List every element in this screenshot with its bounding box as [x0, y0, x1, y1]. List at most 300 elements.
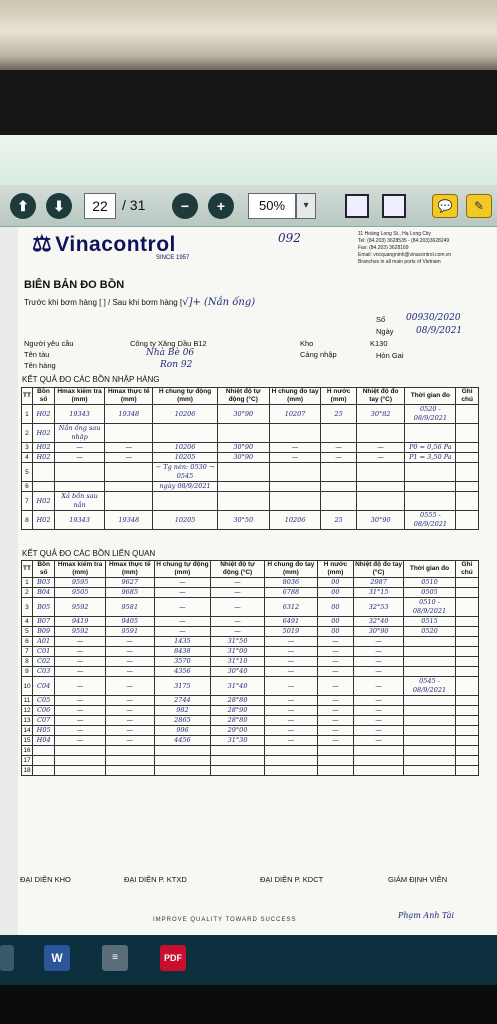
address-line: Branches in all main ports of Vietnam	[358, 259, 441, 265]
table-row	[22, 588, 479, 598]
table-cell	[456, 482, 479, 492]
table-cell: —	[154, 627, 211, 637]
fit-page-icon[interactable]	[345, 194, 369, 218]
table-cell: —	[264, 736, 317, 746]
table-header-row	[22, 561, 479, 578]
table-cell	[456, 405, 479, 424]
page-total: / 31	[122, 197, 146, 213]
table-cell	[211, 766, 265, 776]
table-cell: —	[356, 443, 405, 453]
table-cell	[153, 424, 217, 443]
table-cell: —	[317, 716, 353, 726]
table-cell: 00	[317, 578, 353, 588]
table-cell: 6788	[264, 588, 317, 598]
table-cell	[455, 617, 478, 627]
table-cell: —	[317, 696, 353, 706]
background-ceiling	[0, 0, 497, 70]
address-line: Fax: (84.203) 3628169	[358, 245, 409, 251]
table-cell	[455, 766, 478, 776]
table-cell: —	[264, 657, 317, 667]
table-cell: —	[317, 657, 353, 667]
table-cell: C03	[32, 667, 54, 677]
table-row	[22, 657, 479, 667]
table-cell: 9505	[55, 588, 106, 598]
table-cell: 18	[23, 767, 31, 774]
table-cell: 10207	[269, 405, 321, 424]
table-cell: 982	[154, 706, 211, 716]
table-cell	[154, 746, 211, 756]
port-value: Hòn Gai	[376, 351, 404, 360]
inspector-signature: Phạm Anh Tài	[398, 911, 455, 920]
table-cell: 9685	[105, 588, 154, 598]
scales-icon: ⚖	[32, 231, 53, 256]
table-cell	[269, 492, 321, 511]
requester-value: Công ty Xăng Dầu B12	[130, 339, 207, 348]
table-cell: 30°90	[217, 453, 269, 463]
pdf-page	[18, 227, 497, 935]
table-cell	[455, 598, 478, 617]
column-header: Thời gian đo	[405, 388, 456, 405]
table-cell: —	[55, 657, 106, 667]
table-row	[22, 756, 479, 766]
arrow-down-icon: ⬇	[53, 197, 65, 214]
table-cell: 1	[22, 578, 33, 588]
table-cell	[354, 746, 404, 756]
company-address	[358, 231, 497, 266]
column-header: H chung đo tay (mm)	[269, 388, 321, 405]
table-row	[22, 716, 479, 726]
table-cell: —	[354, 647, 404, 657]
table-cell: —	[354, 706, 404, 716]
table-cell: 14	[23, 727, 31, 734]
table-cell	[321, 482, 356, 492]
table-row	[22, 617, 479, 627]
table-cell: 8036	[264, 578, 317, 588]
arrow-up-icon: ⬆	[17, 197, 29, 214]
table-cell	[456, 443, 479, 453]
table-cell	[55, 766, 106, 776]
table-cell	[55, 482, 105, 492]
table-cell	[105, 424, 153, 443]
table-row	[22, 647, 479, 657]
table-cell	[404, 657, 456, 667]
table-cell	[356, 482, 405, 492]
sig-warehouse: ĐẠI DIỆN KHO	[20, 875, 71, 884]
column-header: Ghi chú	[455, 561, 478, 578]
table-cell: —	[264, 647, 317, 657]
table-cell: 2865	[154, 716, 211, 726]
column-header: Hmax kiểm tra (mm)	[55, 388, 105, 405]
table-cell	[55, 463, 105, 482]
table-cell: 15	[23, 737, 31, 744]
table-header-row	[22, 388, 479, 405]
minus-icon: −	[180, 198, 190, 214]
column-header: TT	[22, 388, 33, 405]
table-cell: —	[317, 677, 353, 696]
table-cell: —	[154, 578, 211, 588]
table-cell: 32°40	[354, 617, 404, 627]
table-cell: —	[264, 726, 317, 736]
table-cell	[404, 746, 456, 756]
table-cell: —	[211, 578, 265, 588]
table-cell	[317, 766, 353, 776]
table-cell: 00	[317, 627, 353, 637]
table-cell: 9	[22, 667, 33, 677]
table-cell	[317, 756, 353, 766]
table-cell: H02	[32, 492, 54, 511]
ship-label: Tên tàu	[24, 350, 50, 359]
table-cell: 30°50	[217, 511, 269, 530]
column-header: Thời gian đo	[404, 561, 456, 578]
table-cell: 16	[23, 747, 31, 754]
table-cell	[455, 726, 478, 736]
table-cell: —	[321, 453, 356, 463]
table-cell: 6	[22, 482, 33, 492]
table-cell: 31°30	[211, 736, 265, 746]
table-cell: —	[55, 443, 105, 453]
table-cell	[456, 453, 479, 463]
table-cell: 00	[317, 598, 353, 617]
comment-icon[interactable]: 💬	[432, 194, 458, 218]
table-cell	[269, 482, 321, 492]
table-cell	[32, 766, 54, 776]
table-cell: —	[154, 588, 211, 598]
table-cell: —	[354, 677, 404, 696]
app-taskbar-icon[interactable]: ≡	[102, 945, 128, 971]
table-cell: 17	[23, 757, 31, 764]
page-number-input[interactable]: 22	[84, 193, 116, 219]
table-cell	[456, 463, 479, 482]
table-cell	[405, 482, 456, 492]
table-cell: 2	[22, 588, 33, 598]
table-cell	[455, 696, 478, 706]
word-taskbar-icon[interactable]: W	[44, 945, 70, 971]
table-row	[22, 746, 479, 756]
table-cell: 19348	[105, 511, 153, 530]
table-cell: 4	[22, 617, 33, 627]
table-cell	[264, 766, 317, 776]
column-header: Hmax thực tế (mm)	[105, 388, 153, 405]
table-cell	[405, 492, 456, 511]
table-cell: ngày 08/9/2021	[153, 482, 217, 492]
table-cell	[32, 746, 54, 756]
table-cell: —	[264, 637, 317, 647]
zoom-dropdown-button[interactable]: ▾	[296, 193, 316, 219]
table-cell: 28°90	[211, 706, 265, 716]
column-header: H chung tự động (mm)	[153, 388, 217, 405]
table-cell: H05	[32, 726, 54, 736]
table-cell: 0510 - 08/9/2021	[404, 598, 456, 617]
column-header: Ghi chú	[456, 388, 479, 405]
table-cell	[455, 578, 478, 588]
table-cell	[405, 463, 456, 482]
column-header: Hmax thực tế (mm)	[105, 561, 154, 578]
related-tanks-table	[21, 560, 479, 776]
table-cell: —	[55, 736, 106, 746]
column-header: Hmax kiểm tra (mm)	[55, 561, 106, 578]
table-cell	[455, 716, 478, 726]
table-cell: 30°90	[217, 405, 269, 424]
table-cell	[105, 746, 154, 756]
table-row	[22, 405, 479, 424]
table-row	[22, 482, 479, 492]
table-cell: —	[105, 736, 154, 746]
table-cell: —	[211, 588, 265, 598]
table-cell: B09	[32, 627, 54, 637]
table-cell: 30°90	[356, 511, 405, 530]
table-cell: 2987	[354, 578, 404, 588]
ngay-value: 08/9/2021	[416, 326, 463, 336]
table-cell: —	[356, 453, 405, 463]
column-header: Bồn số	[32, 388, 54, 405]
column-header: Nhiệt độ đo tay (°C)	[356, 388, 405, 405]
table-cell: —	[105, 657, 154, 667]
table-cell: 10206	[153, 405, 217, 424]
zoom-in-button[interactable]	[208, 193, 234, 219]
pdf-viewer-window	[0, 135, 497, 935]
table-cell	[356, 424, 405, 443]
table-cell	[269, 463, 321, 482]
table-cell	[264, 746, 317, 756]
table-cell: A01	[32, 637, 54, 647]
table-cell	[32, 463, 54, 482]
table-row	[22, 443, 479, 453]
table-cell: —	[264, 677, 317, 696]
plus-icon: +	[216, 198, 226, 214]
table-cell: —	[264, 667, 317, 677]
table-cell: 31°40	[211, 677, 265, 696]
address-line: Email: vncquangninh@vinacontrol.com.vn	[358, 252, 452, 258]
table-cell	[455, 756, 478, 766]
table-cell: 7	[22, 647, 33, 657]
table-cell: H04	[32, 736, 54, 746]
table-cell: 00	[317, 588, 353, 598]
table-cell: 30°82	[356, 405, 405, 424]
table-cell: 3570	[154, 657, 211, 667]
table-cell: 0505	[404, 588, 456, 598]
table-cell: 3175	[154, 677, 211, 696]
table-cell: C07	[32, 716, 54, 726]
table-cell: 12	[23, 707, 31, 714]
logo-since: SINCE 1957	[156, 255, 190, 261]
table-cell: C02	[32, 657, 54, 667]
table-cell	[154, 766, 211, 776]
table-cell	[456, 424, 479, 443]
zoom-out-button[interactable]	[172, 193, 198, 219]
table-cell: —	[105, 706, 154, 716]
table-row	[22, 627, 479, 637]
import-tanks-table	[21, 387, 479, 530]
table-cell	[211, 746, 265, 756]
table-cell: 30°90	[354, 627, 404, 637]
table-cell: 0510	[404, 578, 456, 588]
table-row	[22, 578, 479, 588]
table-cell: 0545 - 08/9/2021	[404, 677, 456, 696]
table-cell: —	[105, 637, 154, 647]
table-cell	[354, 756, 404, 766]
table-cell: 11	[22, 696, 33, 706]
table-cell: 9419	[55, 617, 106, 627]
table-cell	[455, 706, 478, 716]
handwritten-doc-number: 092	[278, 231, 301, 245]
table-cell: —	[354, 696, 404, 706]
table-cell: —	[317, 726, 353, 736]
table-row	[22, 736, 479, 746]
table-cell: 29°00	[211, 726, 265, 736]
table-cell: 9627	[105, 578, 154, 588]
table-cell: —	[55, 647, 106, 657]
table-cell: C01	[32, 647, 54, 657]
table-cell: 10206	[153, 443, 217, 453]
sig-inspector: GIÁM ĐỊNH VIÊN	[388, 875, 448, 884]
table-row	[22, 492, 479, 511]
table-cell: − Tg nén: 0530 → 0545	[153, 463, 217, 482]
viewer-header	[0, 135, 497, 185]
table-cell	[404, 696, 456, 706]
table-cell	[404, 726, 456, 736]
table-cell: —	[317, 736, 353, 746]
so-label: Số	[376, 315, 386, 324]
table-cell: —	[105, 453, 153, 463]
table-cell: —	[321, 443, 356, 453]
column-header: TT	[22, 561, 33, 578]
table-cell: 4	[22, 453, 33, 463]
requester-label: Người yêu cầu	[24, 339, 74, 348]
table-cell: 30°40	[211, 667, 265, 677]
table-cell: —	[55, 696, 106, 706]
table-cell	[154, 756, 211, 766]
table-cell	[404, 706, 456, 716]
table-cell: 3	[22, 598, 33, 617]
fit-width-icon[interactable]	[382, 194, 406, 218]
table-cell: —	[317, 647, 353, 657]
table-cell: B05	[32, 598, 54, 617]
table-cell: 6	[22, 637, 33, 647]
table-cell: 1435	[154, 637, 211, 647]
logo-text: Vinacontrol	[55, 233, 176, 256]
table-cell	[356, 463, 405, 482]
table-row	[22, 726, 479, 736]
table-cell	[456, 511, 479, 530]
table-cell	[455, 627, 478, 637]
table-cell: —	[55, 667, 106, 677]
section-import-tanks: KẾT QUẢ ĐO CÁC BỒN NHẬP HÀNG	[22, 375, 160, 384]
table-cell: H02	[32, 453, 54, 463]
table-cell: 5	[22, 463, 33, 482]
table-cell: 6312	[264, 598, 317, 617]
table-cell: B03	[32, 578, 54, 588]
table-cell: —	[154, 617, 211, 627]
table-row	[22, 677, 479, 696]
next-page-button[interactable]	[46, 193, 72, 219]
table-cell: —	[55, 453, 105, 463]
sign-icon[interactable]: ✎	[466, 194, 492, 218]
sig-ktxd: ĐẠI DIỆN P. KTXD	[124, 875, 187, 884]
table-cell: 10205	[153, 453, 217, 463]
table-cell	[32, 482, 54, 492]
table-cell: 00	[317, 617, 353, 627]
table-cell: 31°10	[211, 657, 265, 667]
table-cell: 25	[321, 511, 356, 530]
table-cell: 2744	[154, 696, 211, 706]
table-cell: P0 = 0,56 Pa	[405, 443, 456, 453]
table-cell	[455, 588, 478, 598]
table-cell: 8	[22, 657, 33, 667]
table-cell: Nắn ống sau nhập	[55, 424, 105, 443]
table-cell: 10205	[153, 511, 217, 530]
table-cell: 10	[22, 677, 33, 696]
table-cell: 13	[23, 717, 31, 724]
table-cell	[105, 463, 153, 482]
section-related-tanks: KẾT QUẢ ĐO CÁC BỒN LIÊN QUAN	[22, 549, 156, 558]
pdf-toolbar	[0, 185, 497, 227]
table-cell: 996	[154, 726, 211, 736]
table-row	[22, 453, 479, 463]
table-cell	[217, 492, 269, 511]
table-cell: 4456	[154, 736, 211, 746]
table-cell: 31°00	[211, 647, 265, 657]
table-cell: 0520	[404, 627, 456, 637]
table-cell	[404, 647, 456, 657]
table-cell: —	[105, 677, 154, 696]
table-cell: 9592	[55, 598, 106, 617]
start-button[interactable]	[0, 945, 14, 971]
warehouse-value: K130	[370, 339, 388, 348]
document-title: BIÊN BẢN ĐO BỒN	[24, 279, 125, 291]
sig-kdct: ĐẠI DIỆN P. KDCT	[260, 875, 324, 884]
table-cell: —	[354, 736, 404, 746]
table-row	[22, 637, 479, 647]
table-cell: —	[211, 617, 265, 627]
table-cell	[405, 424, 456, 443]
column-header: H chung tự động (mm)	[154, 561, 211, 578]
table-row	[22, 667, 479, 677]
pdf-taskbar-icon[interactable]: PDF	[160, 945, 186, 971]
table-row	[22, 463, 479, 482]
table-cell: 9591	[105, 627, 154, 637]
pump-status-hand: √]+ (Nắn ống)	[182, 297, 256, 308]
table-row	[22, 706, 479, 716]
table-cell	[105, 756, 154, 766]
company-motto: IMPROVE QUALITY TOWARD SUCCESS	[153, 917, 297, 923]
table-cell: —	[105, 667, 154, 677]
zoom-level-input[interactable]: 50%	[248, 193, 296, 219]
table-cell: —	[264, 696, 317, 706]
column-header: H nước (mm)	[317, 561, 353, 578]
table-cell: 19348	[105, 405, 153, 424]
table-cell	[317, 746, 353, 756]
table-cell: —	[55, 677, 106, 696]
table-cell: 25	[321, 405, 356, 424]
table-cell: 9595	[55, 578, 106, 588]
table-cell: —	[105, 696, 154, 706]
table-cell	[455, 637, 478, 647]
previous-page-button[interactable]	[10, 193, 36, 219]
table-cell: 5	[22, 627, 33, 637]
table-cell	[269, 424, 321, 443]
table-cell: C04	[32, 677, 54, 696]
table-cell: —	[354, 667, 404, 677]
table-cell: —	[55, 716, 106, 726]
table-cell: —	[354, 637, 404, 647]
table-cell	[217, 482, 269, 492]
table-cell: B04	[32, 588, 54, 598]
table-cell: —	[211, 627, 265, 637]
table-cell: —	[354, 726, 404, 736]
table-cell	[404, 716, 456, 726]
table-cell: 28°80	[211, 716, 265, 726]
table-cell	[354, 766, 404, 776]
